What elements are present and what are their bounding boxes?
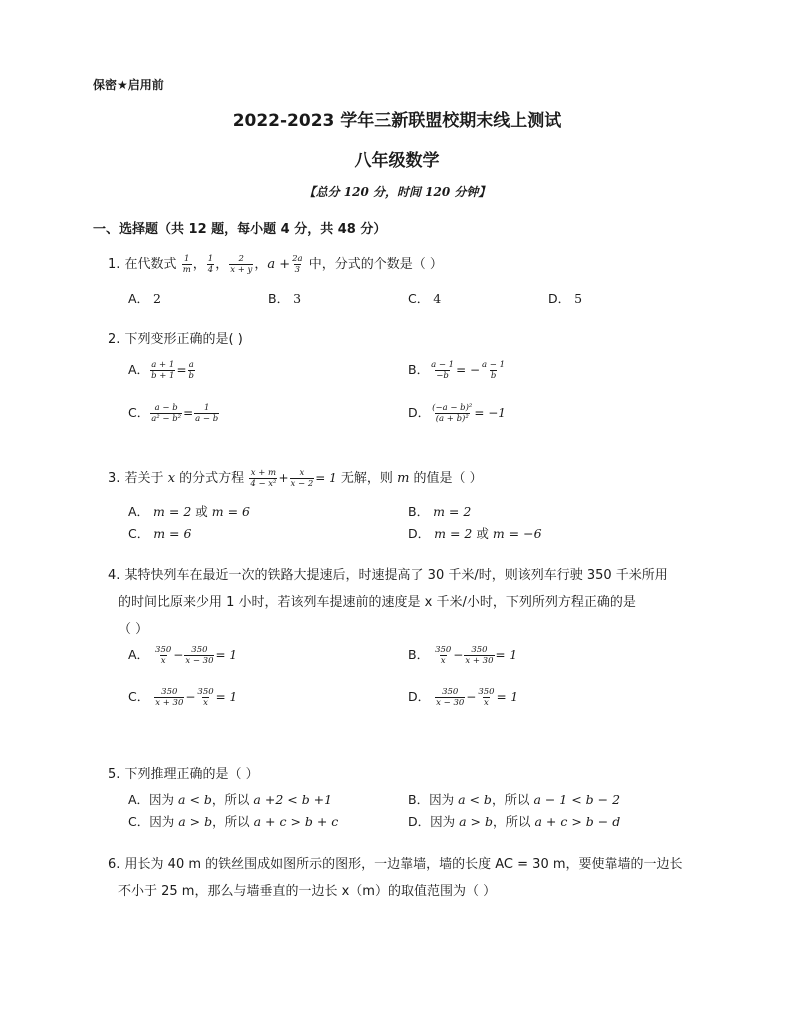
q1-option-c: C． 4 — [408, 291, 442, 306]
question-6 — [108, 851, 748, 905]
q1-expr: a + — [267, 257, 291, 272]
q2-option-a: A． $\frac{a + 1}{b + 1}$ = $\frac{a}{b}$ — [128, 360, 194, 381]
q5-option-a: A．因为 a < b，所以 a +2 < b +1 — [128, 792, 333, 807]
confidential-mark: 保密★启用前 — [93, 78, 164, 92]
q4-line-3: （ ） — [118, 622, 149, 637]
q4-option-b: B． $\frac{350}{x}$ − $\frac{350}{x + 30}$ = 1 — [408, 645, 518, 666]
question-5-stem: 5. 下列推理正确的是（ ） — [108, 767, 259, 782]
exam-subject: 八年级数学 — [354, 151, 440, 171]
q1-fraction-2: $\frac{1}{4}$ — [207, 254, 214, 275]
q5-option-c: C．因为 a > b，所以 a + c > b + c — [128, 814, 339, 829]
q5-option-d: D．因为 a > b，所以 a + c > b − d — [408, 814, 621, 829]
q3-option-d: D． m = 2 或 m = −6 — [408, 526, 542, 541]
q3-option-c: C． m = 6 — [128, 526, 192, 541]
exam-title: 2022-2023 学年三新联盟校期末线上测试 — [232, 111, 562, 131]
question-3: 3. 若关于 x 的分式方程 $\frac{x + m}{\text{4 − x²}}$ + $\frac{x}{x - 2}$ = 1 无解，则 m 的值是（ ） — [108, 468, 483, 489]
question-4 — [108, 562, 718, 643]
q6-line-1: 6. 用长为 40 m 的铁丝围成如图所示的图形，一边靠墙，墙的长度 AC = 30 m，要使靠墙的一边长 — [108, 857, 683, 872]
q1-prefix: 1. 在代数式 — [108, 257, 177, 272]
q2-option-d: D． $\frac{\text{(−a − b)²}}{\text{(a + b)²}}$ = −1 — [408, 403, 506, 424]
q4-line-1: 4. 某特快列车在最近一次的铁路大提速后，时速提高了 30 千米/时，则该列车行驶 350 千米所用 — [108, 568, 668, 583]
q4-option-c: C． $\frac{350}{x + 30}$ − $\frac{350}{x}$ = 1 — [128, 687, 238, 708]
q3-option-a: A． m = 2 或 m = 6 — [128, 504, 250, 519]
q3-option-b: B． m = 2 — [408, 504, 472, 519]
q2-option-c: C． $\frac{a - b}{\text{a² − b²}}$ = $\frac{1}{a - b}$ — [128, 403, 219, 424]
question-2-stem: 2. 下列变形正确的是( ) — [108, 332, 243, 347]
q1-fraction-3: $\frac{2}{x + y}$ — [230, 254, 253, 275]
q1-option-d: D． 5 — [548, 291, 583, 306]
q4-line-2: 的时间比原来少用 1 小时，若该列车提速前的速度是 x 千米/小时，下列所列方程正确的是 — [118, 595, 636, 610]
q1-option-a: A． 2 — [128, 291, 161, 306]
q2-option-b: B． $\frac{a - 1}{-b}$ = − $\frac{a - 1}{b}$ — [408, 360, 506, 381]
q4-option-d: D． $\frac{350}{x - 30}$ − $\frac{350}{x}$ = 1 — [408, 687, 519, 708]
q1-fraction-1: $\frac{1}{m}$ — [182, 254, 191, 275]
q1-option-b: B． 3 — [268, 291, 302, 306]
q4-option-a: A． $\frac{350}{x}$ − $\frac{350}{x - 30}$ = 1 — [128, 645, 237, 666]
score-time-note: 【总分 120 分，时间 120 分钟】 — [303, 185, 491, 199]
q6-line-2: 不小于 25 m，那么与墙垂直的一边长 x（m）的取值范围为（ ） — [118, 884, 497, 899]
q1-suffix: 中，分式的个数是（ ） — [308, 257, 443, 272]
question-1: 1. 在代数式 $\frac{1}{m}$ ， $\frac{1}{4}$ ， $\frac{2}{x + y}$ ，a + $\frac{2a}{3}$ 中，分式的个数是（ ） — [108, 254, 443, 275]
q5-option-b: B．因为 a < b，所以 a − 1 < b − 2 — [408, 792, 621, 807]
section-heading: 一、选择题（共 12 题，每小题 4 分，共 48 分） — [93, 222, 387, 237]
q1-fraction-4: $\frac{2a}{3}$ — [292, 254, 303, 275]
